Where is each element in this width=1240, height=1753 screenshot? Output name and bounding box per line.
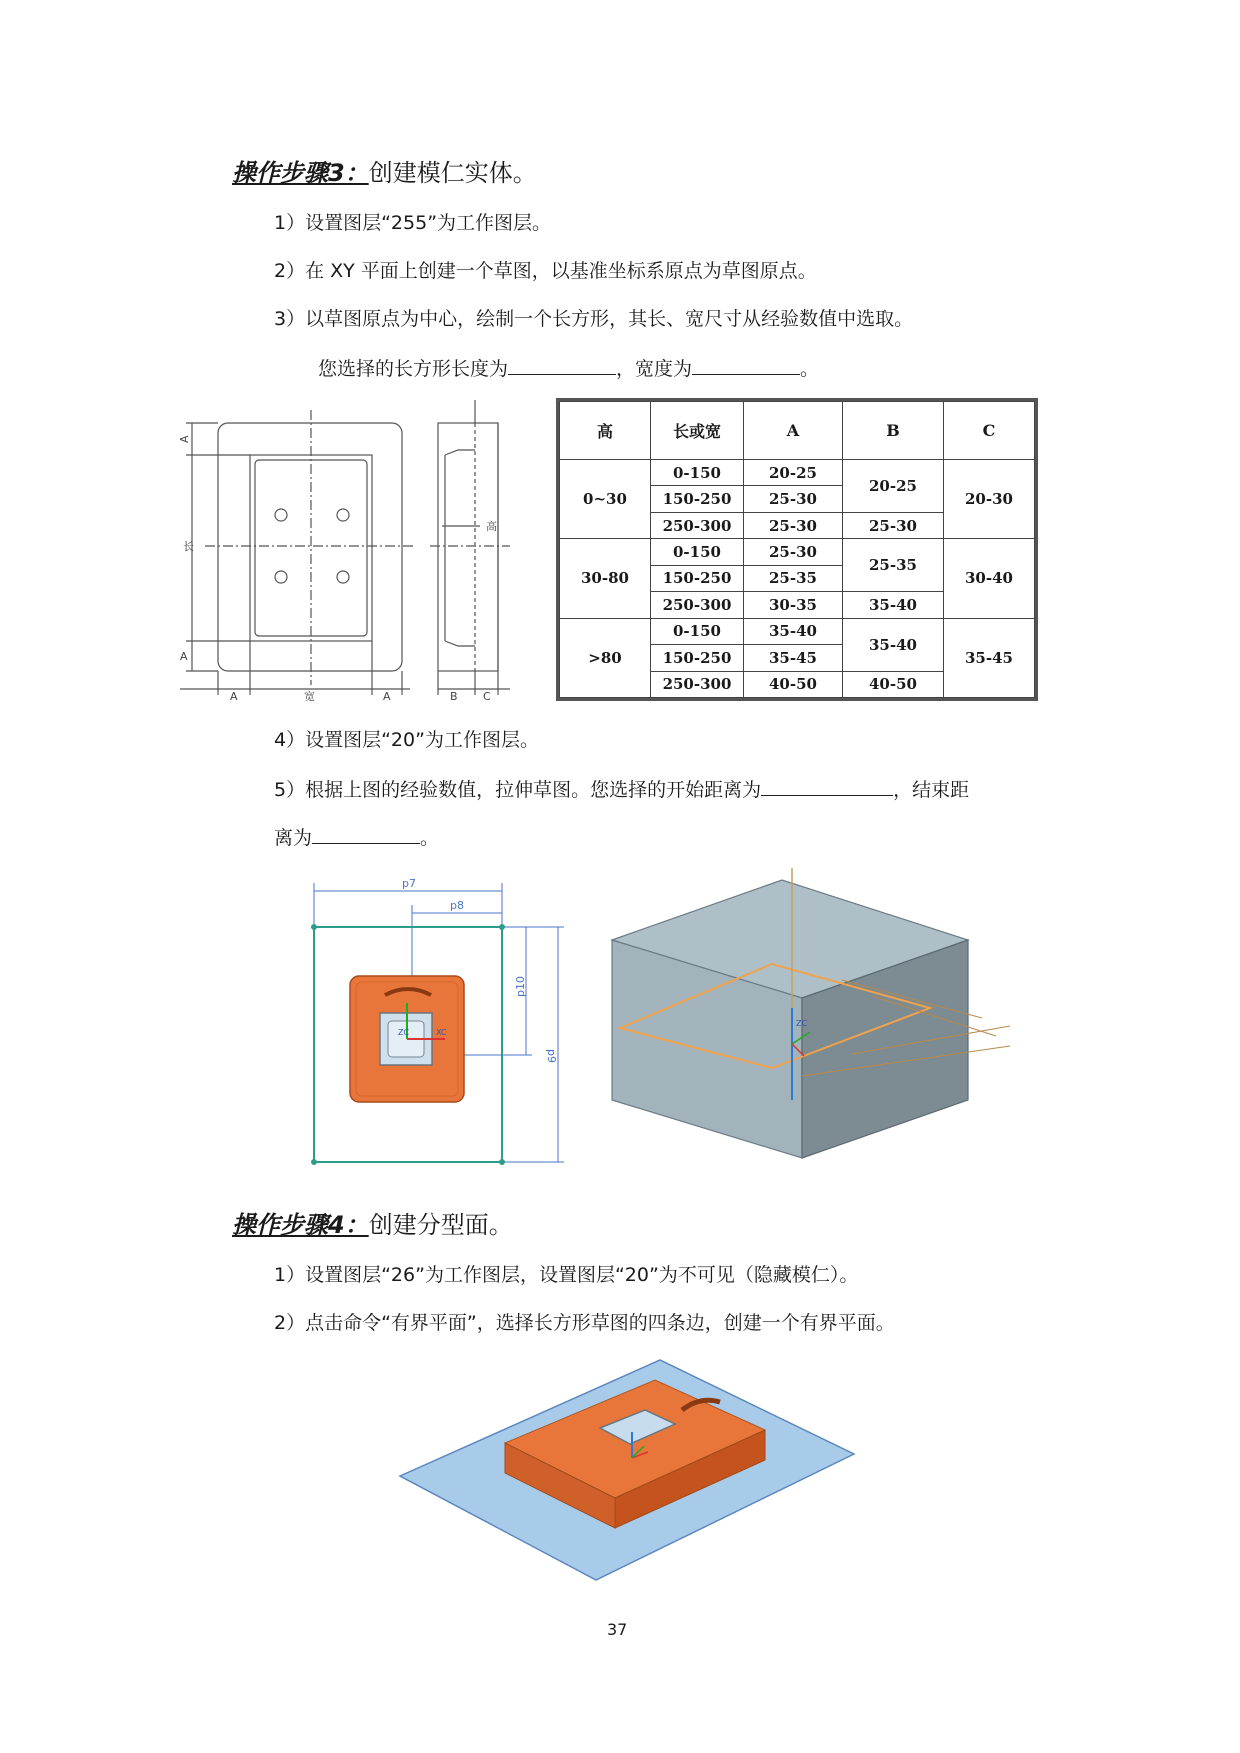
dim-p7-label: p7 [402,877,416,890]
cell-b: 25-35 [843,539,944,592]
dim-p9-label: p9 [545,1049,558,1063]
cell-a: 25-35 [744,565,843,591]
dim-p10-label: p10 [514,976,527,997]
mold-insert-drawing [180,395,550,707]
cell-range: 250-300 [651,592,744,618]
hole-top-right [337,509,349,521]
cell-a: 25-30 [744,512,843,538]
dim-label-length: 长 [183,540,194,553]
header-b: B [843,402,944,460]
hole-bottom-left [275,571,287,583]
cell-c: 35-45 [944,618,1035,697]
cell-range: 150-250 [651,565,744,591]
header-c: C [944,402,1035,460]
cell-a: 25-30 [744,486,843,512]
corner-point [499,924,505,930]
cell-range: 0-150 [651,460,744,486]
width-blank[interactable] [692,354,800,375]
cell-a: 35-45 [744,645,843,671]
step3-item-3: 3）以草图原点为中心，绘制一个长方形，其长、宽尺寸从经验数值中选取。 [274,308,914,330]
step4-item-2: 2）点击命令“有界平面”，选择长方形草图的四条边，创建一个有界平面。 [274,1312,895,1334]
step3-title: 创建模仁实体。 [368,159,537,187]
dim-label-b: B [450,690,458,703]
step3-item-5 [274,775,969,803]
cell-b: 40-50 [843,671,944,698]
step3-item-2: 2）在 XY 平面上创建一个草图，以基准坐标系原点为草图原点。 [274,260,817,282]
step4-title: 创建分型面。 [368,1211,513,1239]
corner-point [499,1159,505,1165]
iso-zc-label: ZC [796,1019,808,1028]
page-number: 37 [607,1620,628,1639]
step3-item-5-line2 [274,823,439,851]
cell-range: 250-300 [651,512,744,538]
sketch-top-view [300,875,580,1170]
dim-label-a-top: A [178,435,191,443]
extruded-block-view [612,868,1017,1174]
cell-height: 30-80 [560,539,651,618]
zc-label: ZC [398,1028,410,1037]
table-row [560,539,1035,565]
dim-p8-label: p8 [450,899,464,912]
dim-label-a-bottom: A [180,650,188,663]
item5-prefix: 5）根据上图的经验数值，拉伸草图。您选择的开始距离为 [274,779,762,801]
reference-table [556,398,1038,701]
cell-a: 30-35 [744,592,843,618]
table-row [560,618,1035,644]
header-length-width: 长或宽 [651,402,744,460]
item5-middle: ，结束距 [893,779,970,801]
dim-label-a-left: A [230,690,238,703]
corner-point [311,1159,317,1165]
xc-label: XC [436,1028,447,1037]
step3-fill-line [318,354,819,382]
table-header-row [560,402,1035,460]
cell-range: 250-300 [651,671,744,698]
cell-c: 20-30 [944,460,1035,539]
end-distance-blank[interactable] [312,823,420,844]
step3-item-1: 1）设置图层“255”为工作图层。 [274,212,552,234]
hole-top-left [275,509,287,521]
header-height: 高 [560,402,651,460]
step3-label: 操作步骤3： [232,159,369,187]
table-row [560,460,1035,486]
step4-item-1: 1）设置图层“26”为工作图层，设置图层“20”为不可见（隐藏模仁）。 [274,1264,859,1286]
item5-line2-prefix: 离为 [274,827,313,849]
cell-b: 20-25 [843,460,944,513]
step3-item-4: 4）设置图层“20”为工作图层。 [274,729,539,751]
cell-b: 35-40 [843,592,944,618]
cell-a: 35-40 [744,618,843,644]
cell-b: 35-40 [843,618,944,671]
cell-c: 30-40 [944,539,1035,618]
cell-height: >80 [560,618,651,697]
cell-a: 25-30 [744,539,843,565]
dim-label-a-right: A [383,690,391,703]
cell-range: 0-150 [651,539,744,565]
cell-height: 0~30 [560,460,651,539]
step4-label: 操作步骤4： [232,1211,369,1239]
step4-heading [232,1210,513,1240]
dim-label-c: C [483,690,491,703]
dim-label-height: 高 [486,520,497,533]
cell-a: 20-25 [744,460,843,486]
cell-a: 40-50 [744,671,843,698]
item5-suffix: 。 [420,827,440,849]
step3-heading [232,158,537,188]
cell-range: 150-250 [651,486,744,512]
side-cavity-profile [445,450,475,646]
header-a: A [744,402,843,460]
dim-label-width: 宽 [304,690,315,703]
start-distance-blank[interactable] [761,775,893,796]
fill-prefix: 您选择的长方形长度为 [318,358,509,380]
side-view-outline [438,423,498,671]
length-blank[interactable] [508,354,616,375]
cell-b: 25-30 [843,512,944,538]
corner-point [311,924,317,930]
hole-bottom-right [337,571,349,583]
fill-suffix: 。 [800,358,820,380]
cell-range: 0-150 [651,618,744,644]
bounded-plane-view [400,1358,860,1588]
cell-range: 150-250 [651,645,744,671]
fill-middle: ，宽度为 [616,358,693,380]
